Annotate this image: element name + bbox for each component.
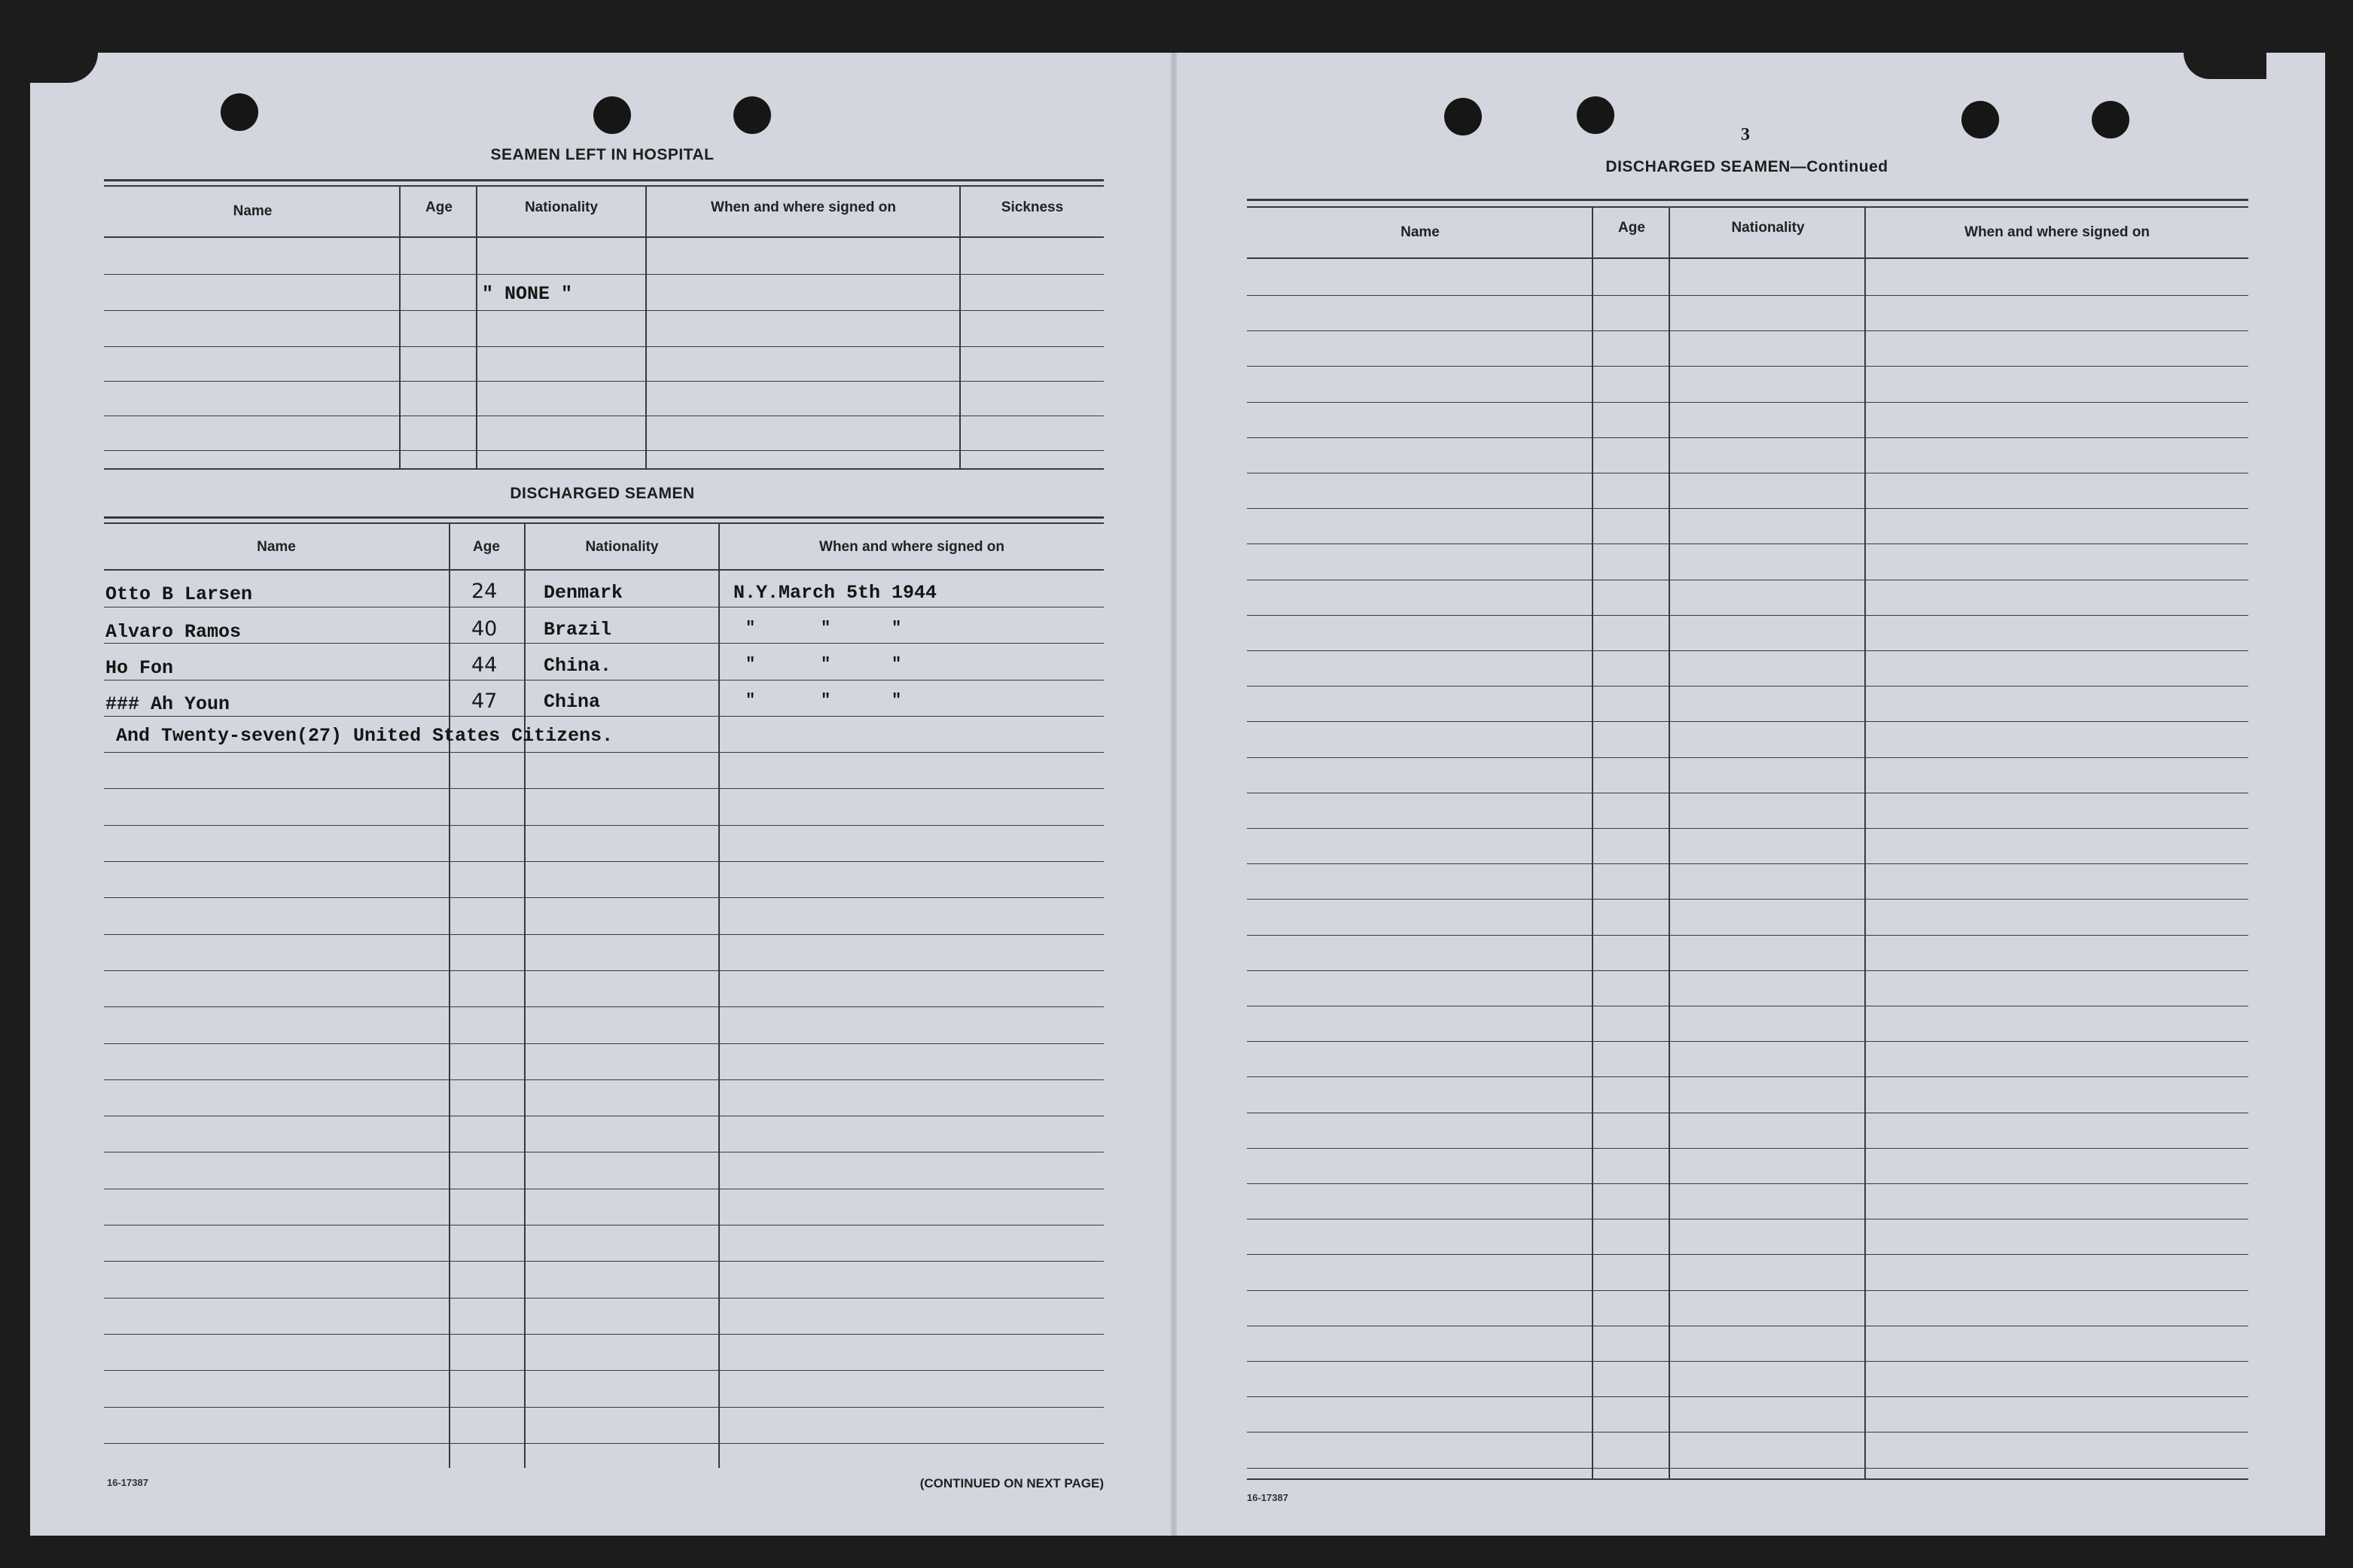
row3-ditto: " bbox=[745, 655, 756, 674]
discharged-continued-title: DISCHARGED SEAMEN—Continued bbox=[1605, 158, 1888, 175]
row3-age: 44 bbox=[471, 653, 498, 677]
hospital-row-rule bbox=[104, 450, 1104, 451]
row4-nationality: China bbox=[544, 691, 601, 713]
discharged-row-rule bbox=[104, 897, 1104, 898]
right-row-rule bbox=[1247, 1361, 2248, 1362]
hospital-header-age: Age bbox=[425, 199, 453, 215]
continued-note: (CONTINUED ON NEXT PAGE) bbox=[919, 1476, 1104, 1490]
right-row-rule bbox=[1247, 686, 2248, 687]
discharged-row-rule bbox=[104, 1407, 1104, 1408]
right-form-number: 16-17387 bbox=[1247, 1492, 1288, 1503]
right-row-rule bbox=[1247, 1468, 2248, 1469]
right-row-rule bbox=[1247, 508, 2248, 509]
right-row-rule bbox=[1247, 1290, 2248, 1291]
right-row-rule bbox=[1247, 1183, 2248, 1184]
right-row-rule bbox=[1247, 828, 2248, 829]
page-fold bbox=[1171, 53, 1177, 1536]
row4-name: Ah Youn bbox=[151, 693, 230, 715]
punch-hole bbox=[733, 96, 771, 134]
left-page bbox=[30, 53, 1175, 1536]
row1-name: Otto B Larsen bbox=[105, 583, 253, 605]
hospital-header-sickness: Sickness bbox=[1001, 199, 1064, 215]
discharged-row-rule bbox=[104, 934, 1104, 935]
row4-ditto: " bbox=[821, 691, 831, 710]
row3-ditto: " bbox=[892, 655, 902, 674]
hospital-none-entry: " NONE " bbox=[482, 283, 573, 305]
right-row-rule bbox=[1247, 615, 2248, 616]
right-row-rule bbox=[1247, 330, 2248, 331]
discharged-col-divider bbox=[718, 522, 720, 1468]
punch-hole bbox=[2092, 101, 2129, 139]
discharged-top-rule-2 bbox=[104, 522, 1104, 524]
right-row-rule bbox=[1247, 721, 2248, 722]
row2-ditto: " bbox=[892, 619, 902, 638]
discharged-row-rule bbox=[104, 1443, 1104, 1444]
hospital-top-rule bbox=[104, 179, 1104, 181]
row1-signed-on: N.Y.March 5th 1944 bbox=[733, 582, 937, 604]
right-row-rule bbox=[1247, 650, 2248, 651]
hospital-header-signed-on: When and where signed on bbox=[711, 199, 896, 215]
row4-ditto: " bbox=[745, 691, 756, 710]
hospital-col-divider bbox=[399, 185, 401, 468]
right-row-rule bbox=[1247, 1432, 2248, 1433]
discharged-row-rule bbox=[104, 1079, 1104, 1080]
right-header-age: Age bbox=[1618, 220, 1645, 236]
right-top-rule-2 bbox=[1247, 206, 2248, 208]
row2-age: 40 bbox=[471, 617, 498, 641]
hospital-header-name: Name bbox=[233, 203, 273, 219]
right-row-rule bbox=[1247, 935, 2248, 936]
discharged-row-rule bbox=[104, 970, 1104, 971]
row2-ditto: " bbox=[821, 619, 831, 638]
discharged-row-rule bbox=[104, 1043, 1104, 1044]
right-top-rule bbox=[1247, 199, 2248, 201]
discharged-row-rule bbox=[104, 716, 1104, 717]
right-row-rule bbox=[1247, 757, 2248, 758]
discharged-row-rule bbox=[104, 861, 1104, 862]
page-number: 3 bbox=[1741, 125, 1750, 145]
right-header-signed-on: When and where signed on bbox=[1964, 224, 2150, 240]
discharged-col-divider bbox=[524, 522, 526, 1468]
right-header-rule bbox=[1247, 257, 2248, 259]
hospital-row-rule bbox=[104, 381, 1104, 382]
hospital-row-rule bbox=[104, 310, 1104, 311]
row3-nationality: China. bbox=[544, 655, 612, 677]
hospital-col-divider bbox=[476, 185, 477, 468]
row1-nationality: Denmark bbox=[544, 582, 623, 604]
right-page bbox=[1175, 53, 2325, 1536]
left-form-number: 16-17387 bbox=[107, 1477, 148, 1488]
right-row-rule bbox=[1247, 1148, 2248, 1149]
row3-name: Ho Fon bbox=[105, 657, 174, 679]
hospital-row-rule bbox=[104, 346, 1104, 347]
right-row-rule bbox=[1247, 899, 2248, 900]
discharged-row-rule bbox=[104, 1006, 1104, 1007]
discharged-title: DISCHARGED SEAMEN bbox=[510, 485, 695, 502]
right-row-rule bbox=[1247, 1076, 2248, 1077]
right-row-rule bbox=[1247, 1396, 2248, 1397]
row4-ditto: " bbox=[892, 691, 902, 710]
discharged-col-divider bbox=[449, 522, 450, 1468]
discharged-header-nationality: Nationality bbox=[585, 539, 659, 555]
row2-name: Alvaro Ramos bbox=[105, 621, 242, 643]
discharged-top-rule bbox=[104, 516, 1104, 519]
right-col-divider bbox=[1592, 208, 1593, 1480]
hospital-bottom-rule bbox=[104, 468, 1104, 470]
right-row-rule bbox=[1247, 437, 2248, 438]
discharged-header-name: Name bbox=[257, 539, 296, 555]
right-header-nationality: Nationality bbox=[1731, 220, 1805, 236]
discharged-header-signed-on: When and where signed on bbox=[819, 539, 1004, 555]
right-row-rule bbox=[1247, 402, 2248, 403]
hospital-header-nationality: Nationality bbox=[524, 199, 599, 215]
row3-ditto: " bbox=[821, 655, 831, 674]
row2-ditto: " bbox=[745, 619, 756, 638]
hospital-top-rule-2 bbox=[104, 185, 1104, 187]
discharged-row-rule bbox=[104, 1298, 1104, 1299]
punch-hole bbox=[1577, 96, 1614, 134]
right-row-rule bbox=[1247, 1254, 2248, 1255]
discharged-row-rule bbox=[104, 825, 1104, 826]
right-row-rule bbox=[1247, 295, 2248, 296]
hospital-row-rule bbox=[104, 274, 1104, 275]
right-bottom-rule bbox=[1247, 1478, 2248, 1480]
punch-hole bbox=[221, 93, 258, 131]
discharged-row-rule bbox=[104, 643, 1104, 644]
hospital-header-rule bbox=[104, 236, 1104, 238]
row4-struck-prefix: ### bbox=[105, 693, 140, 715]
row4-age: 47 bbox=[471, 690, 498, 713]
hospital-col-divider bbox=[645, 185, 647, 468]
row1-age: 24 bbox=[471, 580, 498, 603]
discharged-row-rule bbox=[104, 1261, 1104, 1262]
discharged-row-rule bbox=[104, 1334, 1104, 1335]
punch-hole bbox=[593, 96, 631, 134]
hospital-col-divider bbox=[959, 185, 961, 468]
discharged-header-rule bbox=[104, 569, 1104, 571]
discharged-row-rule bbox=[104, 752, 1104, 753]
right-row-rule bbox=[1247, 543, 2248, 544]
hospital-title: SEAMEN LEFT IN HOSPITAL bbox=[490, 146, 715, 163]
row2-nationality: Brazil bbox=[544, 619, 612, 641]
right-row-rule bbox=[1247, 970, 2248, 971]
right-row-rule bbox=[1247, 1041, 2248, 1042]
discharged-row-rule bbox=[104, 1370, 1104, 1371]
summary-line: And Twenty-seven(27) United States Citizens. bbox=[116, 725, 614, 747]
torn-corner-right bbox=[2184, 53, 2266, 79]
punch-hole bbox=[1444, 98, 1482, 135]
right-row-rule bbox=[1247, 863, 2248, 864]
punch-hole bbox=[1961, 101, 1999, 139]
right-col-divider bbox=[1669, 208, 1670, 1480]
discharged-header-age: Age bbox=[473, 539, 500, 555]
right-col-divider bbox=[1864, 208, 1866, 1480]
discharged-row-rule bbox=[104, 788, 1104, 789]
right-header-name: Name bbox=[1401, 224, 1440, 240]
right-row-rule bbox=[1247, 366, 2248, 367]
